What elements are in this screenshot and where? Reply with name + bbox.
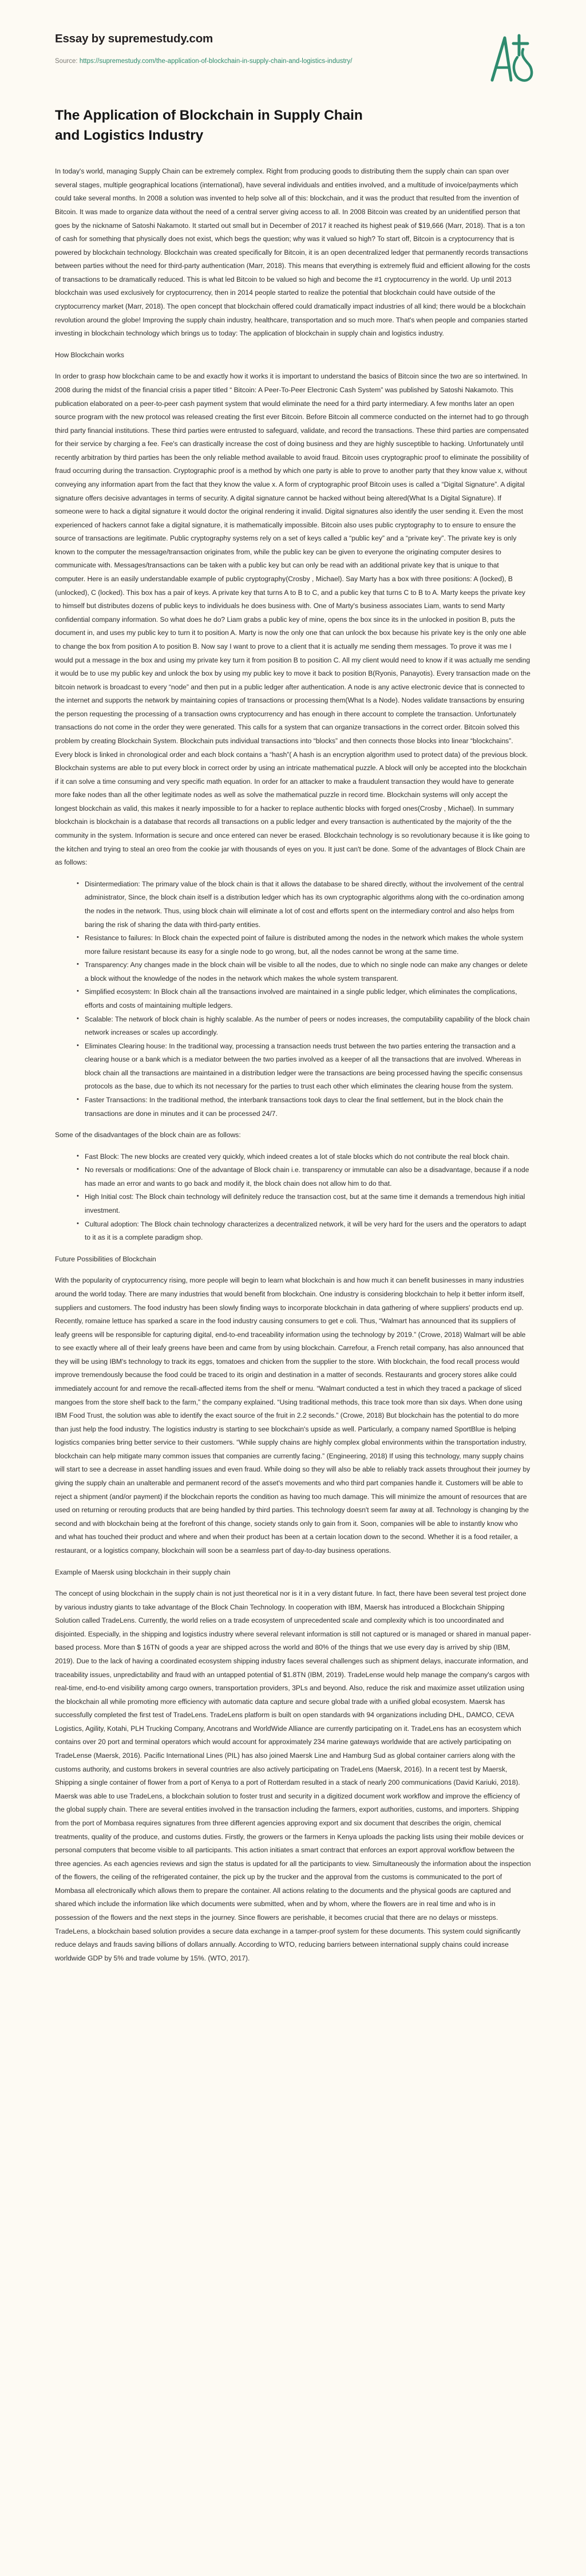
list-item: • Scalable: The network of block chain is highly scalable. As the number of peers or nodes increases, the computability capability of the block chain network increases or scales up accordingly. bbox=[77, 1013, 531, 1040]
list-item: • High Initial cost: The Block chain technology will definitely reduce the transaction cost, but at the same time it demands a tremendous high initial investment. bbox=[77, 1190, 531, 1217]
list-item: • Disintermediation: The primary value of the block chain is that it allows the database to be shared directly, without the involvement of the central administrator, Since, the block chain itself is a distribution ledger which has its own cryptographic algorithms along with the co-ordination among the nodes in the network. Thus, using block chain will eliminate a lot of cost and efforts spent on the intermediary control and also helps from baring the risk of sharing the data with third-party entities. bbox=[77, 878, 531, 932]
source-line bbox=[55, 56, 410, 67]
list-item: • Faster Transactions: In the traditional method, the interbank transactions took days to clear the final settlement, but in the block chain the transactions are done in minutes and it can be processed 24/7. bbox=[77, 1094, 531, 1121]
section-paragraph: In order to grasp how blockchain came to be and exactly how it works it is important to understand the basics of Bitcoin since the two are so intertwined. In 2008 during the midst of the financial crisis a paper titled “ Bitcoin: A Peer-To-Peer Electronic Cash System” was published by Satoshi Nakamoto. This publication elaborated on a peer-to-peer cash payment system that would eliminate the need for a third party intermediary. A few months later an open source program with the new protocol was released creating the first ever Bitcoin. Before Bitcoin all commerce conducted on the internet had to go through third party financial institutions. These third parties were entrusted to safeguard, validate, and record the transactions. These third parties are compensated for their service by charging a fee. Fee's can drastically increase the cost of doing business and they are highly susceptible to hacking. Unfortunately until recently arbitration by third parties has been the only reliable method available to avoid fraud. Bitcoin uses cryptographic proof to eliminate the possibility of fraud occurring during the transaction. Cryptographic proof is a method by which one party is able to prove to another party that they know value x, without conveying any information apart from the fact that they know the value x. A form of cryptographic proof Bitcoin uses is called a “Digital Signature”. A digital signature offers decisive advantages in terms of security. A digital signature cannot be hacked without being altered(What Is a Digital Signature). If someone were to hack a digital signature it would doctor the original rendering it invalid. Digital signatures also identify the user sending it. Even the most experienced of hackers cannot fake a digital signature, it is mathematically impossible. Bitcoin also uses public cryptography to to ensure to ensure the source of transactions are legitimate. Public cryptography systems rely on a set of keys called a “public key” and a “private key”. The private key is only known to the computer the message/transaction originates from, while the public key can be given to everyone the originating computer desires to communicate with. Messages/transactions can be taken with a public key but can only be read with an additional private key that is unique to that computer. Here is an easily understandable example of public cryptography(Crosby , Michael). Say Marty has a box with three positions: A (locked), B (unlocked), C (locked). This box has a pair of keys. A private key that turns A to B to C, and a public key that turns C to B to A. Marty keeps the private key to himself but distributes dozens of public keys to individuals he does business with. One of Marty's business associates Liam, wants to send Marty confidential company information. So what does he do? Liam grabs a public key of mine, opens the box since its in the unlocked in position B, puts the document in, and uses my public key to turn it to position A. Marty is now the only one that can unlock the box because his private key is the only one able to change the box from position A to position B. Now say I want to prove to a client that it is actually me sending them messages. To prove it was me I would put a message in the box and using my private key turn it from position B to position C. All my client would need to know if it was actually me sending it would be to use my public key and unlock the box by using my public key to move it back to position B(Ryonis, Panayotis). Every transaction made on the bitcoin network is broadcast to every “node” and then put in a public ledger after authentication. A node is any active electronic device that is connected to the internet and supports the network by maintaining copies of transactions or processing them(What Is a Node). Nodes validate transactions by ensuring the person requesting the processing of a transaction owns cryptocurrency and has enough in there account to complete the transaction. Unfortunately transactions do not come in the order they were generated. This calls for a system that can organize transactions in the correct order. Bitcoin solved this problem by creating Blockchain System. Blockchain puts individual transactions into “blocks” and then connects those blocks into linear “blockchains”. Every block is linked in chronological order and each block contains a “hash”( A hash is an encryption algorithm used to protect data) of the previous block. Blockchain systems are able to put every block in correct order by using an intricate mathematical puzzle. A block will only be accepted into the blockchain if it can solve a time consuming and very specific math equation. In order for an attacker to make a fraudulent transaction they would have to generate more fake nodes than all the other legitimate nodes as well as solve the mathematical puzzle in record time. Blockchain systems will only accept the longest blockchain as valid, this makes it nearly impossible to for a hacker to replace authentic blocks with forged ones(Crosby , Michael). In summary blockchain is blockchain is a database that records all transactions on a public ledger and every transaction is authenticated by the majority of the the community in the system. Information is secure and once entered can never be erased. Blockchain technology is so revolutionary because it is like going to the kitchen and trying to steal an oreo from the cookie jar with thousands of eyes on you. It just can't be done. Some of the advantages of Block Chain are as follows: bbox=[55, 372, 530, 867]
section-paragraph: The concept of using blockchain in the supply chain is not just theoretical nor is it in a very distant future. In fact, there have been several test project done by various industry giants to take advantage of the Block Chain Technology. In cooperation with IBM, Maersk has introduced a Blockchain Shipping Solution called TradeLens. Currently, the world relies on a trade ecosystem of unprecedented scale and complexity which is too uncoordinated and disjointed. Especially, in the shipping and logistics industry where several relevant information is still not captured or is managed or shared in manual paper-based process. More than $ 16TN of goods a year are shipped across the world and 80% of the things that we use every day is arrived by ship (IBM, 2019). Due to the lack of having a coordinated ecosystem shipping industry faces several challenges such as shipment delays, inaccurate information, and traceability issues, unpredictability and fraud with an untapped potential of $1.8TN (IBM, 2019). TradeLense would help manage the company's cargos with real-time, end-to-end visibility among cargo owners, transportation providers, 3PLs and beyond. Also, reduce the risk and maximize asset utilization using the blockchain all while promoting more efficiency with automatic data capture and secure global trade with a unified global ecosystem. Maersk has successfully completed the first test of TradeLens. TradeLens platform is built on open standards with 94 organizations including DHL, DAMCO, CEVA Logistics, Agility, Kotahi, PLH Trucking Company, Ancotrans and WorldWide Alliance are currently participating on it. TradeLens has an ecosystem which contains over 20 port and terminal operators which would account for approximately 234 marine gateways worldwide that are actively participating on TradeLense (Maersk, 2016). Pacific International Lines (PIL) has also joined Maersk Line and Hamburg Sud as global container carriers along with the customs authority, and customs brokers in several countries are also actively participating on TradeLens (Maersk, 2016). In a recent test by Maersk, Shipping a single container of flower from a port of Kenya to a port of Rotterdam resulted in a stack of nearly 200 communications (David Kariuki, 2018). Maersk was able to use TradeLens, a blockchain solution to foster trust and security in a digitized document work workflow and improve the efficiency of the global supply chain. There are several entities involved in the transaction including the farmers, export authorities, customs, and importers. Shipping from the port of Mombasa requires signatures from three different agencies approving export and six document that describes the origin, chemical treatments, quality of the produce, and customs duties. Firstly, the growers or the farmers in Kenya uploads the packing lists using their mobile devices or personal computers that become visible to all participants. This action initiates a smart contract that enforces an export approval workflow between the three agencies. As each agencies reviews and sign the status is updated for all the participants to view. Simultaneously the information about the inspection of the flowers, the ceiling of the refrigerated container, the pick up by the trucker and the approval from the customs is communicated to the port of Mombasa all electronically which allows them to prepare the container. All actions relating to the documents and the physical goods are captured and shared which include the information like which documents were submitted, when and by whom, where the flowers are in real time and who is in possession of the flowers and the next steps in the journey. Since flowers are perishable, it becomes crucial that there are no delays or missteps. TradeLens, a blockchain based solution provides a secure data exchange in a tamper-proof system for these documents. This system could significantly reduce delays and frauds saving billions of dollars annually. According to WTO, reducing barriers between international supply chains could increase worldwide GDP by 5% and trade volume by 15%. (WTO, 2017). bbox=[55, 1589, 531, 1962]
list-item: • Fast Block: The new blocks are created very quickly, which indeed creates a lot of stale blocks which do not contribute the real block chain. bbox=[77, 1150, 531, 1164]
list-item: • Resistance to failures: In Block chain the expected point of failure is distributed among the nodes in the network which makes the whole system more failure resistant because its easy for a single node to go wrong, but, all the nodes cannot be wrong at the same time. bbox=[77, 932, 531, 958]
list-item: • No reversals or modifications: One of the advantage of Block chain i.e. transparency or immutable can also be a disadvantage, because if a node has made an error and wants to go back and modify it, the block chain does not allow him to do that. bbox=[77, 1163, 531, 1190]
page-title: The Application of Blockchain in Supply Chain and Logistics Industry bbox=[55, 107, 363, 143]
disadvantages-lead-in: Some of the disadvantages of the block chain are as follows: bbox=[55, 1131, 241, 1139]
disadvantages-list bbox=[55, 1150, 531, 1245]
brand-title: Essay by supremestudy.com bbox=[55, 32, 213, 45]
section-heading-future-possibilities: Future Possibilities of Blockchain bbox=[55, 1255, 156, 1263]
intro-paragraph: In today's world, managing Supply Chain can be extremely complex. Right from producing goods to distributing them the supply chain can span over several stages, multiple geographical locations (international), have several individuals and entities involved, and a multitude of invoice/payments which could take several months. In 2008 a solution was invented to help solve all of this: blockchain, and it was the product that resulted from the invention of Bitcoin. It was made to organize data without the need of a central server giving access to all. In 2008 Bitcoin was created by an unidentified person that goes by the nickname of Satoshi Nakamoto. It started out small but in December of 2017 it reached its highest peak of $19,666 (Marr, 2018). That is a ton of cash for something that physically does not exist, which begs the question; why was it valued so high? To start off, Bitcoin is a cryptocurrency that is powered by blockchain technology. Blockchain was created specifically for Bitcoin, it is an open decentralized ledger that permanently records transactions between parties without the need for third-party authentication (Marr, 2018). This means that everything is extremely fluid and efficient allowing for the costs of transactions to be dramatically reduced. This is what led Bitcoin to be valued so high and become the #1 cryptocurrency in the world. Up until 2013 blockchain was used exclusively for cryptocurrency, then in 2014 people started to realize the potential that blockchain could have outside of the cryptocurrency market (Marr, 2018). The open concept that blockchain offered could dramatically impact industries of all kind; there would be a blockchain revolution around the globe! Improving the supply chain industry, healthcare, transportation and so much more. That's when people and companies started investing in blockchain technology which brings us to today: The application of blockchain in supply chain and logistics industry. bbox=[55, 167, 530, 338]
section-heading-maersk-example: Example of Maersk using blockchain in their supply chain bbox=[55, 1568, 231, 1576]
a-plus-logo-icon bbox=[488, 32, 537, 85]
list-item: • Eliminates Clearing house: In the traditional way, processing a transaction needs trust between the two parties entering the transaction and a clearing house or a bank which is a mediator between the two parties involved as a keeper of all the transactions that are involved. Whereas in block chain all the transactions are maintained in a distribution ledger were the transactions are being processed having the specific consensus protocols as the base, due to which its not necessary for the parties to trust each other which eliminates the clearing house from the system. bbox=[77, 1040, 531, 1094]
source-url-link[interactable]: https://supremestudy.com/the-application-of-blockchain-in-supply-chain-and-logistics-industry/ bbox=[79, 57, 353, 65]
list-item: • Cultural adoption: The Block chain technology characterizes a decentralized network, it will be very hard for the users and the operators to adapt to it as it is a complete paradigm shop. bbox=[77, 1218, 531, 1245]
essay-body bbox=[0, 145, 586, 1965]
section-paragraph: With the popularity of cryptocurrency rising, more people will begin to learn what blockchain is and how much it can benefit businesses in many industries around the world today. There are many industries that would benefit from blockchain. One industry is considering blockchain to help it better inform itself, suppliers and customers. The food industry has been slowly finding ways to incorporate blockchain in data gathering of where suppliers' products end up. Recently, romaine lettuce has sparked a scare in the food industry causing consumers to get e coli. Thus, “Walmart has announced that its suppliers of leafy greens will be responsible for capturing digital, end-to-end traceability information using the technology by 2019.” (Crowe, 2018) Walmart will be able to see exactly where all of their leafy greens have been and came from by using blockchain. Carrefour, a French retail company, has also announced that they will be using IBM's technology to track its eggs, tomatoes and chicken from the supplier to the store. With blockchain, the food recall process would improve tremendously because the food could be traced to its origin and destination in a matter of seconds. Restaurants and grocery stores alike could immediately account for and remove the recall-affected items from the shelf or menu. “Walmart conducted a test in which they traced a package of sliced mangoes from the store shelf back to the farm,” the company explained. “Using traditional methods, this trace took more than six days. When done using IBM Food Trust, the solution was able to identify the exact source of the fruit in 2.2 seconds.” (Crowe, 2018) But blockchain has the potential to do more than just help the food industry. The logistics industry is starting to see blockchain's upside as well. Particularly, a company named SportBlue is helping logistics companies bring better service to their customers. “While supply chains are highly complex global environments within the transportation industry, blockchain can help mitigate many common issues that companies are currently facing.” (Engineering, 2018) If using this technology, many supply chains will start to see a decrease in asset handling issues and even fraud. While doing so they will also be able to reliably track assets throughout their journey by giving the supply chain an unalterable and permanent record of the asset's movements and who third part companies handle it. Customers will be able to reject a shipment (and/or payment) if the blockchain reports the condition as having too much damage. This will minimize the amount of resources that are used on returning or rerouting products that are being handled by third parties. This technology doesn't seem far away at all. Technology is changing by the second and with blockchain being at the forefront of this change, society stands only to gain from it. Soon, companies will be able to instantly know who and what has touched their product and where and when their product has been at a certain location down to the second. Whether it is a food retailer, a restaurant, or a logistics company, blockchain will soon be a seamless part of day-to-day business operations. bbox=[55, 1276, 530, 1555]
section-heading-how-blockchain-works: How Blockchain works bbox=[55, 350, 124, 359]
masthead bbox=[0, 0, 586, 67]
source-label: Source: bbox=[55, 57, 78, 65]
advantages-list bbox=[55, 878, 531, 1121]
list-item: • Simplified ecosystem: In Block chain all the transactions involved are maintained in a single public ledger, which eliminates the complications, efforts and costs of maintaining multiple ledgers. bbox=[77, 985, 531, 1012]
list-item: • Transparency: Any changes made in the block chain will be visible to all the nodes, due to which no single node can make any changes or delete a block without the knowledge of the nodes in the network which makes the whole system transparent. bbox=[77, 958, 531, 985]
